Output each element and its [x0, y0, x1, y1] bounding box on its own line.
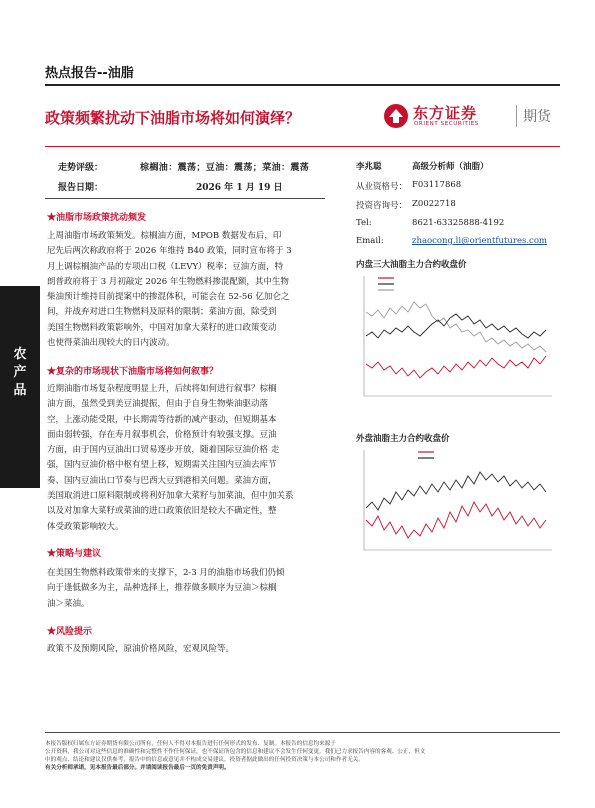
chart1-title: 内盘三大油脂主力合约收盘价 [356, 260, 467, 270]
analyst-consult-value: Z0022718 [412, 199, 456, 209]
report-category: 热点报告--油脂 [45, 66, 134, 81]
body-line: 尼先后两次称政府将于 2026 年维持 B40 政策，同时宣布将于 3 [47, 246, 292, 257]
meta-bottom-rule [45, 198, 325, 199]
logo-en-text: ORIENT SECURITIES [414, 121, 479, 127]
body-line: 以及对加拿大菜籽或菜油的进口政策依旧是较大不确定性，整 [47, 506, 277, 517]
header-divider [45, 84, 560, 86]
body-line: 柴油预计维持目前提案中的掺混体积，可能会在 52-56 亿加仑之 [47, 292, 290, 303]
body-line: 美国取消进口原料限制或将利好加拿大菜籽与加菜油，但中加关系 [47, 491, 294, 502]
chart1-plot [356, 272, 556, 422]
analyst-email-link[interactable]: zhaocong.li@orientfutures.com [412, 236, 547, 246]
analyst-tel-label: Tel: [356, 218, 372, 228]
rating-label: 走势评级： [58, 163, 104, 173]
body-line: 美国生物燃料政策影响外，中国对加拿大菜籽的进口政策变动 [47, 322, 277, 333]
body-line: 近期油脂市场复杂程度明显上升，后续将如何进行叙事？棕榈 [47, 384, 277, 394]
logo-cn-text: 东方证券 [413, 104, 478, 122]
body-line: 朗普政府将于 3 月初敲定 2026 年生物燃料掺混配额，其中生物 [47, 276, 289, 287]
body-line: 上周油脂市场政策频发。棕榈油方面，MPOB 数据发布后，印 [47, 231, 282, 241]
disclaimer-analyst-note: 有关分析师承诺，见本报告最后部分。并请阅读报告最后一页的免责声明。 [45, 765, 230, 771]
analyst-title: 高级分析师（油脂） [412, 162, 489, 172]
section-heading-policy: ★油脂市场政策扰动频发 [47, 213, 147, 223]
category-side-tab [0, 286, 40, 488]
disclaimer-line: 本报告版权归属东方证券期货有限公司所有，任何人不得对本报告进行任何形式的发布、复制。本报告的信息均来源于 [45, 741, 336, 747]
side-tab-label: 农产品 [13, 347, 27, 398]
body-line: 政策不及预期风险，原油价格风险，宏观风险等。 [47, 644, 235, 654]
section-heading-narrative: ★复杂的市场现状下油脂市场将如何叙事？ [47, 367, 219, 377]
analyst-consult-label: 投资咨询号： [356, 201, 408, 211]
chart2-title: 外盘油脂主力合约收盘价 [356, 434, 450, 444]
section-body-narrative [47, 382, 317, 535]
footer-rule [45, 732, 560, 733]
report-title: 政策频繁扰动下油脂市场将如何演绎？ [45, 109, 301, 127]
rating-value: 棕榈油：震荡；豆油：震荡；菜油：震荡 [140, 163, 310, 173]
disclaimer-line: 公开资料，我公司对这些信息的准确性和完整性不作任何保证，也不保证所包含的信息和建议不会发生任何变更。我们已力求报告内容的客观、公正，但文 [45, 749, 426, 755]
orient-logo-icon [383, 103, 409, 129]
section-heading-risk: ★风险提示 [47, 627, 93, 637]
body-line: 强，国内豆油价格中枢有望上移，短期需关注国内豆油去库节 [47, 460, 277, 471]
meta-top-rule [45, 146, 560, 147]
disclaimer-line: 中的观点、结论和建议仅供参考，报告中的信息或意见并不构成交易建议，投资者据此做出的任何投资决策与本公司和作者无关。 [45, 757, 364, 763]
body-line: 月上调棕榈油产品的专项出口税（LEVY）税率；豆油方面，特 [47, 261, 284, 272]
analyst-tel-value: 8621-63325888-4192 [412, 218, 505, 228]
date-value: 2026 年 1 月 19 日 [196, 183, 283, 193]
body-line: 在美国生物燃料政策带来的支撑下，2-3 月的油脂市场我们仍倾 [47, 568, 285, 578]
body-line: 空，上涨动能受限，中长期需等待新的减产驱动，但短期基本 [47, 414, 277, 425]
section-body-policy [47, 229, 317, 351]
body-line: 奏、国内豆油出口节奏与巴西大豆到港相关问题。菜油方面， [47, 475, 277, 486]
body-line: 面由弱转强，存在寿月叙事机会，价格预计有较强支撑。豆油 [47, 429, 277, 440]
logo-separator [516, 105, 517, 127]
section-heading-strategy: ★策略与建议 [47, 549, 102, 559]
body-line: 体受政策影响较大。 [47, 521, 124, 532]
body-line: 油方面，虽然受到美豆油提振，但由于自身生物柴油驱动落 [47, 399, 269, 410]
analyst-qual-label: 从业资格号： [356, 182, 408, 192]
section-body-strategy [47, 566, 317, 612]
section-body-risk [47, 642, 317, 657]
body-line: 也使得菜油出现较大的日内波动。 [47, 338, 175, 349]
analyst-name: 李兆聪 [356, 162, 382, 172]
chart2-plot [356, 446, 556, 562]
analyst-email-label: Email: [356, 236, 384, 246]
analyst-qual-value: F03117868 [412, 180, 462, 190]
company-logo [383, 101, 558, 131]
disclaimer [45, 740, 560, 772]
body-line: 间，并战弃对进口生物燃料及原料的限制；菜油方面，除受到 [47, 307, 277, 318]
logo-division: 期货 [523, 109, 551, 125]
body-line: 油＞菜油。 [47, 598, 90, 609]
body-line: 向于逢低做多为主，品种选择上，推荐做多顺序为豆油＞棕榈 [47, 583, 277, 594]
date-label: 报告日期： [58, 183, 104, 193]
body-line: 方面，由于国内豆油出口贸易逐步开放，随着国际豆油价格 走 [47, 445, 280, 456]
